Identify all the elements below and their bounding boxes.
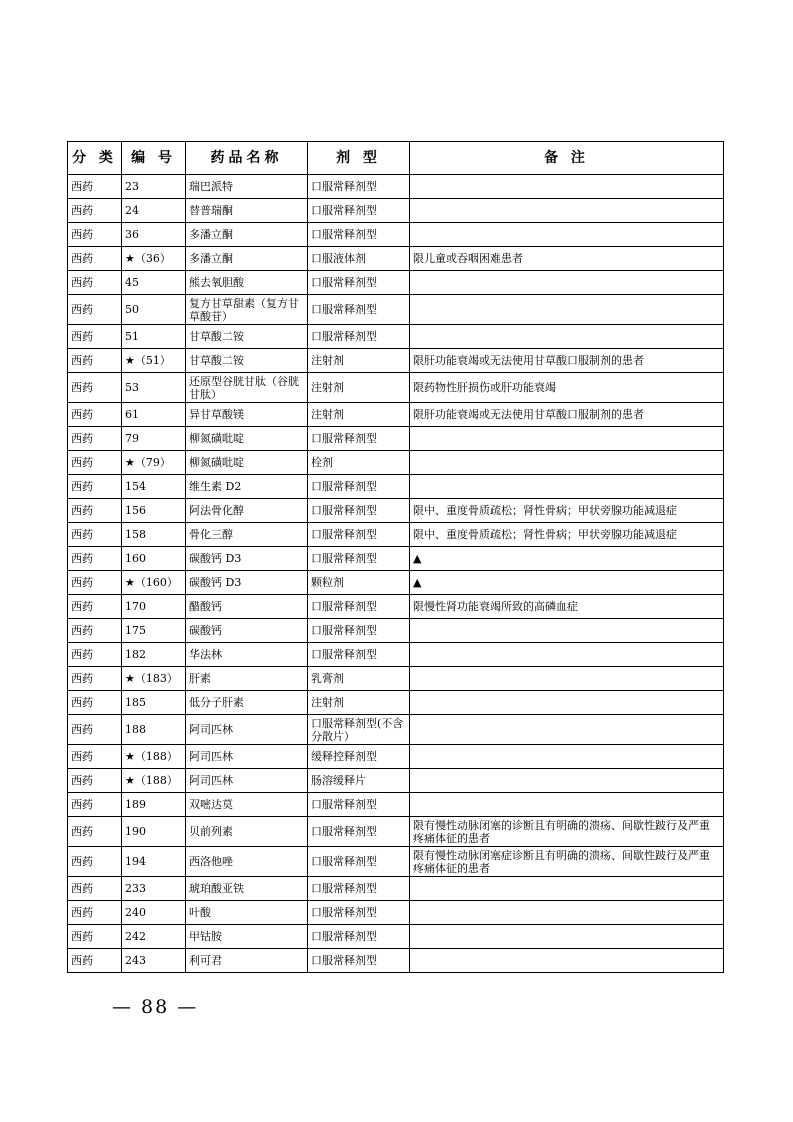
cell-number: 188 [122, 715, 186, 745]
cell-drug-name: 多潘立酮 [186, 223, 308, 247]
cell-remarks [410, 949, 724, 973]
table-row [68, 619, 724, 643]
cell-number: 50 [122, 295, 186, 325]
cell-dosage-form: 口服常释剂型 [308, 271, 410, 295]
table-row [68, 349, 724, 373]
cell-remarks: 限有慢性动脉闭塞症诊断且有明确的溃疡、间歇性跛行及严重疼痛体征的患者 [410, 847, 724, 877]
cell-category: 西药 [68, 199, 122, 223]
table-row [68, 667, 724, 691]
cell-category: 西药 [68, 691, 122, 715]
cell-dosage-form: 口服常释剂型 [308, 595, 410, 619]
cell-remarks [410, 925, 724, 949]
cell-drug-name: 阿司匹林 [186, 769, 308, 793]
cell-number: ★（188） [122, 769, 186, 793]
cell-drug-name: 低分子肝素 [186, 691, 308, 715]
cell-dosage-form: 口服常释剂型(不含分散片） [308, 715, 410, 745]
table-row [68, 925, 724, 949]
cell-drug-name: 碳酸钙 [186, 619, 308, 643]
cell-drug-name: 柳氮磺吡啶 [186, 427, 308, 451]
cell-dosage-form: 口服常释剂型 [308, 325, 410, 349]
cell-drug-name: 西洛他唑 [186, 847, 308, 877]
cell-category: 西药 [68, 295, 122, 325]
cell-remarks [410, 745, 724, 769]
table-row [68, 595, 724, 619]
cell-number: 242 [122, 925, 186, 949]
cell-category: 西药 [68, 715, 122, 745]
cell-drug-name: 贝前列素 [186, 817, 308, 847]
table-row [68, 373, 724, 403]
cell-category: 西药 [68, 403, 122, 427]
cell-number: 79 [122, 427, 186, 451]
table-row [68, 571, 724, 595]
table-row [68, 547, 724, 571]
cell-remarks: 限有慢性动脉闭塞的诊断且有明确的溃疡、间歇性跛行及严重疼痛体征的患者 [410, 817, 724, 847]
table-row [68, 901, 724, 925]
cell-category: 西药 [68, 349, 122, 373]
table-header-row [68, 142, 724, 175]
table-row [68, 817, 724, 847]
cell-remarks: 限中、重度骨质疏松；肾性骨病；甲状旁腺功能减退症 [410, 523, 724, 547]
cell-category: 西药 [68, 667, 122, 691]
cell-category: 西药 [68, 793, 122, 817]
cell-category: 西药 [68, 451, 122, 475]
cell-remarks [410, 427, 724, 451]
cell-category: 西药 [68, 271, 122, 295]
cell-remarks [410, 691, 724, 715]
cell-category: 西药 [68, 427, 122, 451]
cell-category: 西药 [68, 949, 122, 973]
table-row [68, 403, 724, 427]
cell-number: 160 [122, 547, 186, 571]
cell-category: 西药 [68, 547, 122, 571]
cell-remarks [410, 199, 724, 223]
cell-number: 61 [122, 403, 186, 427]
cell-category: 西药 [68, 925, 122, 949]
header-remarks: 备 注 [410, 142, 724, 175]
table-row [68, 691, 724, 715]
cell-number: ★（36） [122, 247, 186, 271]
cell-remarks [410, 271, 724, 295]
cell-drug-name: 复方甘草甜素（复方甘草酸苷） [186, 295, 308, 325]
cell-dosage-form: 口服液体剂 [308, 247, 410, 271]
cell-drug-name: 双嘧达莫 [186, 793, 308, 817]
cell-dosage-form: 口服常释剂型 [308, 499, 410, 523]
cell-dosage-form: 口服常释剂型 [308, 901, 410, 925]
table-row [68, 523, 724, 547]
cell-category: 西药 [68, 175, 122, 199]
cell-dosage-form: 口服常释剂型 [308, 793, 410, 817]
cell-number: 233 [122, 877, 186, 901]
cell-number: 24 [122, 199, 186, 223]
cell-drug-name: 甘草酸二铵 [186, 349, 308, 373]
cell-drug-name: 阿司匹林 [186, 715, 308, 745]
cell-dosage-form: 口服常释剂型 [308, 643, 410, 667]
cell-remarks [410, 643, 724, 667]
header-number: 编 号 [122, 142, 186, 175]
table-row [68, 745, 724, 769]
cell-drug-name: 醋酸钙 [186, 595, 308, 619]
cell-category: 西药 [68, 619, 122, 643]
cell-dosage-form: 口服常释剂型 [308, 199, 410, 223]
cell-category: 西药 [68, 475, 122, 499]
cell-remarks [410, 715, 724, 745]
cell-number: 170 [122, 595, 186, 619]
cell-drug-name: 异甘草酸镁 [186, 403, 308, 427]
cell-category: 西药 [68, 769, 122, 793]
cell-number: 154 [122, 475, 186, 499]
cell-number: 185 [122, 691, 186, 715]
table-row [68, 271, 724, 295]
cell-number: 243 [122, 949, 186, 973]
cell-remarks [410, 667, 724, 691]
cell-number: 23 [122, 175, 186, 199]
cell-dosage-form: 栓剂 [308, 451, 410, 475]
table-row [68, 223, 724, 247]
table-body [68, 175, 724, 973]
cell-remarks: 限慢性肾功能衰竭所致的高磷血症 [410, 595, 724, 619]
cell-remarks [410, 451, 724, 475]
cell-dosage-form: 口服常释剂型 [308, 847, 410, 877]
cell-drug-name: 还原型谷胱甘肽（谷胱甘肽） [186, 373, 308, 403]
cell-category: 西药 [68, 223, 122, 247]
cell-drug-name: 维生素 D2 [186, 475, 308, 499]
cell-category: 西药 [68, 877, 122, 901]
cell-number: 189 [122, 793, 186, 817]
table-row [68, 847, 724, 877]
cell-drug-name: 甘草酸二铵 [186, 325, 308, 349]
cell-dosage-form: 颗粒剂 [308, 571, 410, 595]
cell-dosage-form: 口服常释剂型 [308, 475, 410, 499]
cell-category: 西药 [68, 595, 122, 619]
cell-dosage-form: 乳膏剂 [308, 667, 410, 691]
cell-drug-name: 碳酸钙 D3 [186, 547, 308, 571]
cell-drug-name: 骨化三醇 [186, 523, 308, 547]
cell-dosage-form: 口服常释剂型 [308, 877, 410, 901]
table-row [68, 769, 724, 793]
table-row [68, 499, 724, 523]
cell-drug-name: 利可君 [186, 949, 308, 973]
cell-dosage-form: 注射剂 [308, 691, 410, 715]
cell-drug-name: 替普瑞酮 [186, 199, 308, 223]
cell-dosage-form: 肠溶缓释片 [308, 769, 410, 793]
cell-number: 240 [122, 901, 186, 925]
cell-remarks: 限肝功能衰竭或无法使用甘草酸口服制剂的患者 [410, 403, 724, 427]
table-row [68, 175, 724, 199]
page-number: — 88 — [112, 996, 199, 1018]
cell-remarks [410, 325, 724, 349]
cell-number: ★（188） [122, 745, 186, 769]
cell-category: 西药 [68, 247, 122, 271]
cell-number: 194 [122, 847, 186, 877]
cell-dosage-form: 口服常释剂型 [308, 817, 410, 847]
cell-drug-name: 熊去氧胆酸 [186, 271, 308, 295]
cell-dosage-form: 注射剂 [308, 403, 410, 427]
cell-remarks [410, 901, 724, 925]
cell-category: 西药 [68, 373, 122, 403]
cell-category: 西药 [68, 571, 122, 595]
cell-drug-name: 柳氮磺吡啶 [186, 451, 308, 475]
cell-number: ★（51） [122, 349, 186, 373]
cell-dosage-form: 口服常释剂型 [308, 619, 410, 643]
cell-drug-name: 碳酸钙 D3 [186, 571, 308, 595]
cell-number: 182 [122, 643, 186, 667]
cell-drug-name: 阿司匹林 [186, 745, 308, 769]
header-dosage-form: 剂 型 [308, 142, 410, 175]
cell-drug-name: 华法林 [186, 643, 308, 667]
cell-drug-name: 瑞巴派特 [186, 175, 308, 199]
cell-dosage-form: 口服常释剂型 [308, 949, 410, 973]
table-row [68, 949, 724, 973]
cell-dosage-form: 口服常释剂型 [308, 523, 410, 547]
cell-number: ★（79） [122, 451, 186, 475]
cell-drug-name: 琥珀酸亚铁 [186, 877, 308, 901]
cell-category: 西药 [68, 847, 122, 877]
cell-remarks: 限肝功能衰竭或无法使用甘草酸口服制剂的患者 [410, 349, 724, 373]
table-row [68, 199, 724, 223]
cell-number: 175 [122, 619, 186, 643]
cell-drug-name: 肝素 [186, 667, 308, 691]
table-row [68, 427, 724, 451]
cell-category: 西药 [68, 745, 122, 769]
cell-drug-name: 叶酸 [186, 901, 308, 925]
table-row [68, 247, 724, 271]
cell-dosage-form: 缓释控释剂型 [308, 745, 410, 769]
cell-drug-name: 阿法骨化醇 [186, 499, 308, 523]
cell-category: 西药 [68, 643, 122, 667]
cell-category: 西药 [68, 325, 122, 349]
cell-category: 西药 [68, 901, 122, 925]
cell-number: 51 [122, 325, 186, 349]
cell-category: 西药 [68, 523, 122, 547]
cell-number: 190 [122, 817, 186, 847]
drug-list-table [67, 141, 724, 973]
cell-remarks [410, 877, 724, 901]
cell-remarks: ▲ [410, 571, 724, 595]
cell-category: 西药 [68, 817, 122, 847]
cell-drug-name: 甲钴胺 [186, 925, 308, 949]
cell-number: ★（160） [122, 571, 186, 595]
table-row [68, 643, 724, 667]
cell-dosage-form: 口服常释剂型 [308, 223, 410, 247]
cell-remarks [410, 223, 724, 247]
cell-remarks: 限中、重度骨质疏松；肾性骨病；甲状旁腺功能减退症 [410, 499, 724, 523]
cell-remarks: 限药物性肝损伤或肝功能衰竭 [410, 373, 724, 403]
table-row [68, 877, 724, 901]
cell-number: 156 [122, 499, 186, 523]
cell-dosage-form: 口服常释剂型 [308, 175, 410, 199]
header-category: 分 类 [68, 142, 122, 175]
table-row [68, 793, 724, 817]
cell-dosage-form: 口服常释剂型 [308, 547, 410, 571]
cell-number: 158 [122, 523, 186, 547]
cell-dosage-form: 注射剂 [308, 349, 410, 373]
table-row [68, 715, 724, 745]
cell-remarks [410, 295, 724, 325]
header-drug-name: 药品名称 [186, 142, 308, 175]
cell-remarks: 限儿童或吞咽困难患者 [410, 247, 724, 271]
table-row [68, 325, 724, 349]
cell-remarks [410, 769, 724, 793]
table-row [68, 475, 724, 499]
cell-remarks [410, 475, 724, 499]
cell-number: 53 [122, 373, 186, 403]
cell-drug-name: 多潘立酮 [186, 247, 308, 271]
cell-remarks: ▲ [410, 547, 724, 571]
table-row [68, 295, 724, 325]
cell-dosage-form: 注射剂 [308, 373, 410, 403]
cell-number: 45 [122, 271, 186, 295]
cell-number: ★（183） [122, 667, 186, 691]
cell-remarks [410, 793, 724, 817]
cell-remarks [410, 175, 724, 199]
cell-remarks [410, 619, 724, 643]
cell-dosage-form: 口服常释剂型 [308, 427, 410, 451]
cell-category: 西药 [68, 499, 122, 523]
cell-number: 36 [122, 223, 186, 247]
cell-dosage-form: 口服常释剂型 [308, 925, 410, 949]
table-row [68, 451, 724, 475]
cell-dosage-form: 口服常释剂型 [308, 295, 410, 325]
